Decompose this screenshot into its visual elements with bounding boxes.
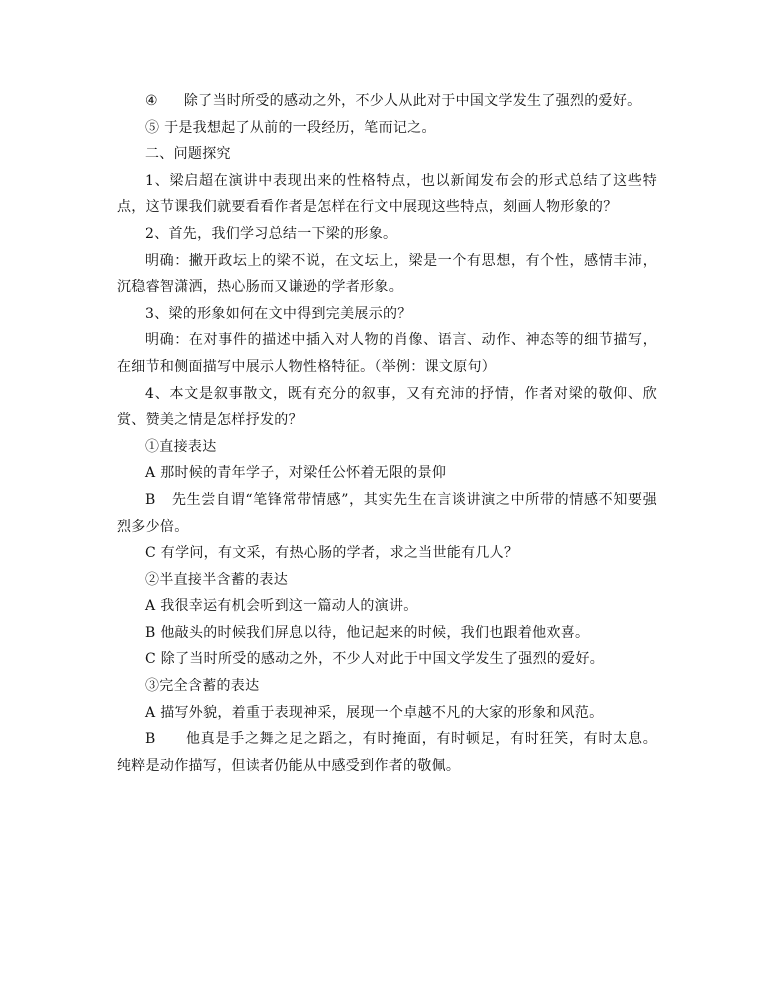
item-implicit-b — [117, 726, 657, 779]
item-text: 除了当时所受的感动之外，不少人对此于中国文学发生了强烈的爱好。 — [160, 651, 605, 668]
item-semi-a — [117, 593, 657, 620]
item-marker: B — [145, 624, 156, 641]
paragraph-4 — [117, 88, 657, 115]
document-body — [117, 88, 657, 779]
item-implicit-a — [117, 700, 657, 727]
item-semi-c — [117, 646, 657, 673]
question-3: 3、梁的形象如何在文中得到完美展示的？ — [145, 305, 412, 322]
item-semi-b — [117, 620, 657, 647]
subheading-semi-direct: ②半直接半含蓄的表达 — [145, 571, 288, 588]
item-direct-c — [117, 540, 657, 567]
item-marker: A — [145, 704, 156, 721]
question-2: 2、首先，我们学习总结一下梁的形象。 — [145, 225, 398, 242]
item-text: 他真是手之舞之足之蹈之，有时掩面，有时顿足，有时狂笑，有时太息。纯粹是动作描写，但读者仍能从中感受到作者的敬佩。 — [117, 731, 657, 774]
item-marker: B — [145, 491, 156, 508]
item-marker: A — [145, 598, 156, 615]
item-direct-b — [117, 487, 657, 540]
item-text: 有学问，有文采，有热心肠的学者，求之当世能有几人？ — [160, 545, 519, 562]
item-text: 那时候的青年学子，对梁任公怀着无限的景仰 — [160, 465, 447, 482]
item-marker: C — [145, 545, 157, 562]
item-text: 先生尝自谓“笔锋常带情感”，其实先生在言谈讲演之中所带的情感不知要强烈多少倍。 — [117, 491, 657, 535]
item-direct-a — [117, 460, 657, 487]
section-heading: 二、问题探究 — [145, 146, 231, 163]
subheading-implicit: ③完全含蓄的表达 — [145, 678, 260, 695]
question-1: 1、梁启超在演讲中表现出来的性格特点，也以新闻发布会的形式总结了这些特点，这节课我们就要看看作者是怎样在行文中展现这些特点，刻画人物形象的？ — [117, 172, 657, 216]
item-marker: ⑤ — [145, 119, 160, 136]
item-marker: A — [145, 465, 156, 482]
item-marker: ④ — [145, 93, 158, 109]
item-text: 我很幸运有机会听到这一篇动人的演讲。 — [160, 598, 418, 615]
paragraph-text: 于是我想起了从前的一段经历，笔而记之。 — [164, 119, 436, 136]
subheading-direct: ①直接表达 — [145, 438, 217, 455]
paragraph-text: 除了当时所受的感动之外，不少人从此对于中国文学发生了强烈的爱好。 — [183, 93, 642, 109]
answer-3: 明确：在对事件的描述中插入对人物的肖像、语言、动作、神态等的细节描写，在细节和侧面描写中展示人物性格特征。（举例：课文原句） — [117, 332, 657, 375]
paragraph-5 — [117, 115, 657, 142]
question-4: 4、本文是叙事散文，既有充分的叙事，又有充沛的抒情，作者对梁的敬仰、欣赏、赞美之情是怎样抒发的？ — [117, 385, 657, 429]
answer-2: 明确：撇开政坛上的梁不说，在文坛上，梁是一个有思想，有个性，感情丰沛，沉稳睿智潇洒，热心肠而又谦逊的学者形象。 — [117, 252, 657, 296]
item-marker: B — [145, 731, 156, 748]
item-text: 他敲头的时候我们屏息以待，他记起来的时候，我们也跟着他欢喜。 — [160, 624, 590, 641]
item-text: 描写外貌，着重于表现神采，展现一个卓越不凡的大家的形象和风范。 — [160, 704, 604, 721]
item-marker: C — [145, 651, 157, 668]
